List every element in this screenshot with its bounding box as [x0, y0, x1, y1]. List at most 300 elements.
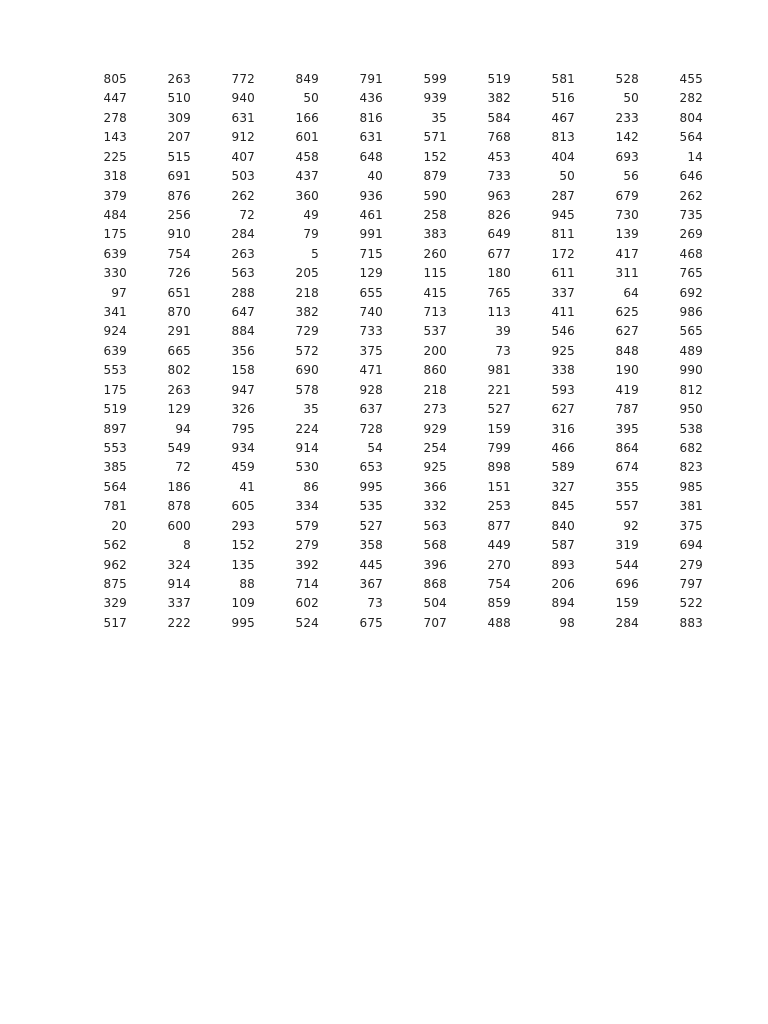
- table-cell: 166: [295, 110, 319, 125]
- table-cell: 637: [359, 402, 383, 417]
- table-cell: 682: [679, 441, 703, 456]
- table-cell: 544: [615, 557, 639, 572]
- table-cell: 631: [359, 130, 383, 145]
- table-cell: 897: [103, 421, 127, 436]
- table-cell: 530: [295, 460, 319, 475]
- table-row: [70, 556, 703, 575]
- table-cell: 224: [295, 421, 319, 436]
- table-cell: 375: [679, 518, 703, 533]
- table-cell: 467: [551, 110, 575, 125]
- table-cell: 707: [423, 615, 447, 630]
- table-row: [70, 478, 703, 497]
- table-cell: 713: [423, 305, 447, 320]
- table-cell: 840: [551, 518, 575, 533]
- table-cell: 674: [615, 460, 639, 475]
- table-cell: 468: [679, 246, 703, 261]
- table-cell: 519: [487, 72, 511, 86]
- table-cell: 875: [103, 576, 127, 591]
- table-cell: 940: [231, 91, 255, 106]
- table-cell: 527: [487, 402, 511, 417]
- table-cell: 260: [423, 246, 447, 261]
- table-cell: 319: [615, 538, 639, 553]
- table-cell: 564: [103, 479, 127, 494]
- table-cell: 893: [551, 557, 575, 572]
- table-cell: 415: [423, 285, 447, 300]
- table-cell: 715: [359, 246, 383, 261]
- table-cell: 565: [679, 324, 703, 339]
- table-cell: 190: [615, 363, 639, 378]
- table-cell: 768: [487, 130, 511, 145]
- table-cell: 522: [679, 596, 703, 611]
- table-cell: 691: [167, 169, 191, 184]
- table-cell: 726: [167, 266, 191, 281]
- table-cell: 94: [175, 421, 191, 436]
- table-cell: 677: [487, 246, 511, 261]
- table-cell: 383: [423, 227, 447, 242]
- table-row: [70, 381, 703, 400]
- table-row: [70, 361, 703, 380]
- table-cell: 924: [103, 324, 127, 339]
- table-cell: 728: [359, 421, 383, 436]
- table-cell: 639: [103, 343, 127, 358]
- table-cell: 553: [103, 441, 127, 456]
- table-cell: 206: [551, 576, 575, 591]
- table-cell: 936: [359, 188, 383, 203]
- table-row: [70, 400, 703, 419]
- table-cell: 646: [679, 169, 703, 184]
- table-cell: 278: [103, 110, 127, 125]
- table-cell: 355: [615, 479, 639, 494]
- table-cell: 754: [487, 576, 511, 591]
- table-cell: 326: [231, 402, 255, 417]
- table-cell: 291: [167, 324, 191, 339]
- table-cell: 549: [167, 441, 191, 456]
- table-cell: 279: [295, 538, 319, 553]
- table-row: [70, 70, 703, 89]
- table-row: [70, 167, 703, 186]
- table-row: [70, 128, 703, 147]
- table-cell: 72: [175, 460, 191, 475]
- table-cell: 864: [615, 441, 639, 456]
- table-cell: 50: [623, 91, 639, 106]
- table-row: [70, 187, 703, 206]
- table-cell: 799: [487, 441, 511, 456]
- table-cell: 639: [103, 246, 127, 261]
- table-cell: 754: [167, 246, 191, 261]
- table-cell: 804: [679, 110, 703, 125]
- table-cell: 826: [487, 207, 511, 222]
- table-cell: 270: [487, 557, 511, 572]
- table-cell: 287: [551, 188, 575, 203]
- table-cell: 811: [551, 227, 575, 242]
- table-cell: 945: [551, 207, 575, 222]
- table-cell: 649: [487, 227, 511, 242]
- table-cell: 279: [679, 557, 703, 572]
- table-cell: 396: [423, 557, 447, 572]
- table-cell: 35: [431, 110, 447, 125]
- table-cell: 925: [423, 460, 447, 475]
- table-cell: 963: [487, 188, 511, 203]
- table-cell: 690: [295, 363, 319, 378]
- table-cell: 471: [359, 363, 383, 378]
- table-cell: 729: [295, 324, 319, 339]
- table-cell: 605: [231, 499, 255, 514]
- table-cell: 813: [551, 130, 575, 145]
- table-cell: 627: [615, 324, 639, 339]
- table-cell: 288: [231, 285, 255, 300]
- table-cell: 360: [295, 188, 319, 203]
- table-cell: 655: [359, 285, 383, 300]
- table-cell: 877: [487, 518, 511, 533]
- table-cell: 860: [423, 363, 447, 378]
- table-cell: 200: [423, 343, 447, 358]
- table-cell: 97: [111, 285, 127, 300]
- table-cell: 527: [359, 518, 383, 533]
- table-cell: 5: [311, 246, 319, 261]
- table-cell: 41: [239, 479, 255, 494]
- table-row: [70, 342, 703, 361]
- table-cell: 696: [615, 576, 639, 591]
- table-cell: 205: [295, 266, 319, 281]
- table-cell: 816: [359, 110, 383, 125]
- table-row: [70, 594, 703, 613]
- table-cell: 986: [679, 305, 703, 320]
- table-cell: 848: [615, 343, 639, 358]
- table-cell: 627: [551, 402, 575, 417]
- table-cell: 417: [615, 246, 639, 261]
- table-cell: 284: [231, 227, 255, 242]
- table-cell: 453: [487, 149, 511, 164]
- table-cell: 647: [231, 305, 255, 320]
- table-cell: 375: [359, 343, 383, 358]
- table-cell: 733: [359, 324, 383, 339]
- table-cell: 329: [103, 596, 127, 611]
- table-cell: 489: [679, 343, 703, 358]
- table-cell: 884: [231, 324, 255, 339]
- table-cell: 262: [231, 188, 255, 203]
- table-cell: 461: [359, 207, 383, 222]
- table-cell: 765: [487, 285, 511, 300]
- table-row: [70, 284, 703, 303]
- table-cell: 579: [295, 518, 319, 533]
- table-cell: 524: [295, 615, 319, 630]
- table-cell: 437: [295, 169, 319, 184]
- table-cell: 39: [495, 324, 511, 339]
- table-cell: 914: [295, 441, 319, 456]
- table-cell: 385: [103, 460, 127, 475]
- table-cell: 382: [295, 305, 319, 320]
- table-cell: 797: [679, 576, 703, 591]
- table-cell: 772: [231, 72, 255, 86]
- table-cell: 694: [679, 538, 703, 553]
- table-cell: 152: [423, 149, 447, 164]
- table-cell: 928: [359, 382, 383, 397]
- table-cell: 693: [615, 149, 639, 164]
- table-cell: 142: [615, 130, 639, 145]
- table-cell: 139: [615, 227, 639, 242]
- table-cell: 910: [167, 227, 191, 242]
- table-cell: 516: [551, 91, 575, 106]
- table-cell: 947: [231, 382, 255, 397]
- table-cell: 392: [295, 557, 319, 572]
- table-cell: 381: [679, 499, 703, 514]
- table-cell: 256: [167, 207, 191, 222]
- table-cell: 222: [167, 615, 191, 630]
- table-cell: 812: [679, 382, 703, 397]
- table-cell: 648: [359, 149, 383, 164]
- table-cell: 488: [487, 615, 511, 630]
- table-cell: 269: [679, 227, 703, 242]
- table-cell: 284: [615, 615, 639, 630]
- table-cell: 981: [487, 363, 511, 378]
- table-cell: 382: [487, 91, 511, 106]
- table-cell: 859: [487, 596, 511, 611]
- table-row: [70, 614, 703, 633]
- table-cell: 309: [167, 110, 191, 125]
- table-cell: 449: [487, 538, 511, 553]
- table-cell: 787: [615, 402, 639, 417]
- table-cell: 562: [103, 538, 127, 553]
- table-cell: 845: [551, 499, 575, 514]
- table-cell: 602: [295, 596, 319, 611]
- table-row: [70, 245, 703, 264]
- table-cell: 158: [231, 363, 255, 378]
- table-cell: 563: [231, 266, 255, 281]
- table-cell: 72: [239, 207, 255, 222]
- table-cell: 8: [183, 538, 191, 553]
- table-cell: 159: [615, 596, 639, 611]
- table-cell: 180: [487, 266, 511, 281]
- table-cell: 929: [423, 421, 447, 436]
- table-cell: 152: [231, 538, 255, 553]
- table-cell: 258: [423, 207, 447, 222]
- table-row: [70, 420, 703, 439]
- table-row: [70, 109, 703, 128]
- table-cell: 50: [559, 169, 575, 184]
- table-cell: 765: [679, 266, 703, 281]
- table-cell: 92: [623, 518, 639, 533]
- table-cell: 584: [487, 110, 511, 125]
- table-cell: 563: [423, 518, 447, 533]
- table-cell: 330: [103, 266, 127, 281]
- table-cell: 934: [231, 441, 255, 456]
- table-cell: 253: [487, 499, 511, 514]
- table-cell: 537: [423, 324, 447, 339]
- table-cell: 411: [551, 305, 575, 320]
- table-cell: 517: [103, 615, 127, 630]
- table-cell: 581: [551, 72, 575, 86]
- table-cell: 337: [551, 285, 575, 300]
- table-cell: 878: [167, 499, 191, 514]
- table-cell: 419: [615, 382, 639, 397]
- table-cell: 263: [167, 72, 191, 86]
- table-cell: 740: [359, 305, 383, 320]
- table-cell: 538: [679, 421, 703, 436]
- table-cell: 316: [551, 421, 575, 436]
- table-cell: 282: [679, 91, 703, 106]
- table-cell: 221: [487, 382, 511, 397]
- table-row: [70, 89, 703, 108]
- table-cell: 883: [679, 615, 703, 630]
- table-cell: 590: [423, 188, 447, 203]
- table-cell: 868: [423, 576, 447, 591]
- table-cell: 991: [359, 227, 383, 242]
- table-cell: 962: [103, 557, 127, 572]
- table-cell: 395: [615, 421, 639, 436]
- table-cell: 528: [615, 72, 639, 86]
- table-cell: 876: [167, 188, 191, 203]
- table-cell: 356: [231, 343, 255, 358]
- table-cell: 79: [303, 227, 319, 242]
- table-cell: 735: [679, 207, 703, 222]
- table-cell: 823: [679, 460, 703, 475]
- table-cell: 324: [167, 557, 191, 572]
- table-cell: 49: [303, 207, 319, 222]
- table-row: [70, 536, 703, 555]
- table-cell: 129: [167, 402, 191, 417]
- table-cell: 849: [295, 72, 319, 86]
- table-cell: 367: [359, 576, 383, 591]
- table-cell: 990: [679, 363, 703, 378]
- table-row: [70, 264, 703, 283]
- table-cell: 143: [103, 130, 127, 145]
- table-cell: 407: [231, 149, 255, 164]
- table-cell: 293: [231, 518, 255, 533]
- table-cell: 510: [167, 91, 191, 106]
- table-cell: 985: [679, 479, 703, 494]
- table-cell: 912: [231, 130, 255, 145]
- table-cell: 653: [359, 460, 383, 475]
- table-cell: 564: [679, 130, 703, 145]
- table-cell: 332: [423, 499, 447, 514]
- table-cell: 341: [103, 305, 127, 320]
- table-cell: 50: [303, 91, 319, 106]
- number-table-body: [70, 70, 703, 633]
- table-cell: 679: [615, 188, 639, 203]
- table-cell: 914: [167, 576, 191, 591]
- table-cell: 455: [679, 72, 703, 86]
- table-cell: 631: [231, 110, 255, 125]
- table-cell: 484: [103, 207, 127, 222]
- table-cell: 589: [551, 460, 575, 475]
- table-cell: 129: [359, 266, 383, 281]
- table-cell: 113: [487, 305, 511, 320]
- table-cell: 791: [359, 72, 383, 86]
- table-cell: 568: [423, 538, 447, 553]
- table-cell: 995: [359, 479, 383, 494]
- table-cell: 894: [551, 596, 575, 611]
- table-cell: 358: [359, 538, 383, 553]
- table-cell: 263: [167, 382, 191, 397]
- table-cell: 172: [551, 246, 575, 261]
- table-cell: 879: [423, 169, 447, 184]
- table-cell: 273: [423, 402, 447, 417]
- table-cell: 109: [231, 596, 255, 611]
- table-cell: 898: [487, 460, 511, 475]
- table-cell: 436: [359, 91, 383, 106]
- table-cell: 578: [295, 382, 319, 397]
- table-cell: 88: [239, 576, 255, 591]
- table-cell: 587: [551, 538, 575, 553]
- table-cell: 459: [231, 460, 255, 475]
- table-cell: 218: [423, 382, 447, 397]
- table-cell: 601: [295, 130, 319, 145]
- table-cell: 625: [615, 305, 639, 320]
- table-cell: 366: [423, 479, 447, 494]
- table-cell: 692: [679, 285, 703, 300]
- table-cell: 186: [167, 479, 191, 494]
- table-cell: 207: [167, 130, 191, 145]
- table-row: [70, 322, 703, 341]
- table-row: [70, 497, 703, 516]
- table-cell: 40: [367, 169, 383, 184]
- table-cell: 218: [295, 285, 319, 300]
- table-cell: 318: [103, 169, 127, 184]
- table-cell: 795: [231, 421, 255, 436]
- table-cell: 14: [687, 149, 703, 164]
- table-cell: 571: [423, 130, 447, 145]
- table-cell: 546: [551, 324, 575, 339]
- table-cell: 447: [103, 91, 127, 106]
- table-cell: 334: [295, 499, 319, 514]
- table-cell: 73: [495, 343, 511, 358]
- table-cell: 805: [103, 72, 127, 86]
- table-cell: 925: [551, 343, 575, 358]
- table-cell: 600: [167, 518, 191, 533]
- table-cell: 338: [551, 363, 575, 378]
- table-cell: 86: [303, 479, 319, 494]
- table-cell: 939: [423, 91, 447, 106]
- table-cell: 503: [231, 169, 255, 184]
- table-cell: 466: [551, 441, 575, 456]
- table-cell: 445: [359, 557, 383, 572]
- table-row: [70, 303, 703, 322]
- table-cell: 135: [231, 557, 255, 572]
- table-row: [70, 575, 703, 594]
- table-cell: 950: [679, 402, 703, 417]
- table-cell: 557: [615, 499, 639, 514]
- table-cell: 504: [423, 596, 447, 611]
- table-cell: 225: [103, 149, 127, 164]
- table-row: [70, 206, 703, 225]
- table-cell: 64: [623, 285, 639, 300]
- table-cell: 159: [487, 421, 511, 436]
- table-cell: 35: [303, 402, 319, 417]
- table-cell: 151: [487, 479, 511, 494]
- table-cell: 175: [103, 382, 127, 397]
- table-cell: 254: [423, 441, 447, 456]
- table-cell: 263: [231, 246, 255, 261]
- table-cell: 73: [367, 596, 383, 611]
- table-cell: 175: [103, 227, 127, 242]
- table-cell: 995: [231, 615, 255, 630]
- table-cell: 733: [487, 169, 511, 184]
- table-cell: 675: [359, 615, 383, 630]
- table-row: [70, 458, 703, 477]
- table-cell: 599: [423, 72, 447, 86]
- table-cell: 730: [615, 207, 639, 222]
- table-cell: 98: [559, 615, 575, 630]
- table-cell: 233: [615, 110, 639, 125]
- table-cell: 54: [367, 441, 383, 456]
- table-cell: 379: [103, 188, 127, 203]
- table-row: [70, 148, 703, 167]
- table-cell: 458: [295, 149, 319, 164]
- table-cell: 327: [551, 479, 575, 494]
- table-row: [70, 517, 703, 536]
- table-cell: 519: [103, 402, 127, 417]
- table-cell: 404: [551, 149, 575, 164]
